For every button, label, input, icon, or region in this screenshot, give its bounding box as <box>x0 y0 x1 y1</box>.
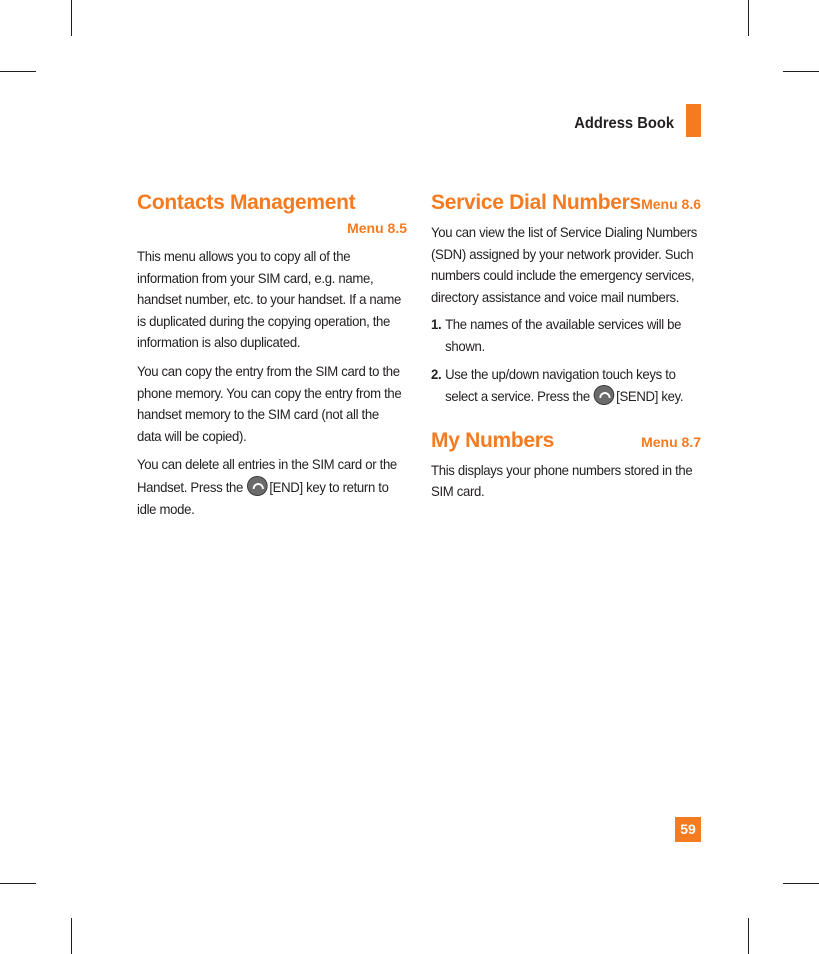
contacts-p3-after: [END] key to return to idle mode. <box>137 478 389 517</box>
sdn-heading: Service Dial Numbers <box>431 191 641 214</box>
page-number: 59 <box>675 817 701 842</box>
send-key-icon <box>594 385 615 405</box>
contacts-menu-ref: Menu 8.5 <box>347 220 407 236</box>
right-column <box>431 190 701 503</box>
sdn-menu-ref: Menu 8.6 <box>641 196 701 212</box>
crop-mark <box>71 918 72 954</box>
my-numbers-heading: My Numbers <box>431 428 555 452</box>
step-text: The names of the available services will be shown. <box>445 316 682 354</box>
contacts-management-heading: Contacts Management <box>137 191 356 214</box>
step-number: 2. <box>431 365 442 382</box>
section-tab-marker <box>686 104 701 137</box>
crop-mark <box>0 883 36 884</box>
sdn-step <box>431 314 700 357</box>
contacts-paragraph-3 <box>137 454 406 520</box>
step-number: 1. <box>431 316 442 333</box>
contacts-paragraph-1: This menu allows you to copy all of the information from your SIM card, e.g. name, handset number, etc. to your handset. If a name is duplicated during the copying operation, the information is also duplicated. <box>137 248 402 351</box>
sdn-step <box>431 364 700 408</box>
contacts-management-section <box>137 190 407 520</box>
contacts-p3-before: You can delete all entries in the SIM card or the Handset. Press the <box>137 456 397 495</box>
my-numbers-text: This displays your phone numbers stored in the SIM card. <box>431 461 693 500</box>
my-numbers-heading-row <box>431 428 701 454</box>
section-header-title: Address Book <box>574 115 674 132</box>
sdn-heading-row <box>431 190 701 216</box>
crop-mark <box>783 71 819 72</box>
my-numbers-menu-ref: Menu 8.7 <box>641 433 701 450</box>
step-text-before: Use the up/down navigation touch keys to select a service. Press the <box>445 365 676 405</box>
crop-mark <box>748 918 749 954</box>
sdn-intro: You can view the list of Service Dialing Numbers (SDN) assigned by your network provider. Such numbers could include the emergency services, directory assistance and voice mail numbers. <box>431 224 698 305</box>
crop-mark <box>748 0 749 36</box>
crop-mark <box>71 0 72 36</box>
step-text-after: [SEND] key. <box>616 388 684 405</box>
end-key-icon <box>247 476 268 496</box>
crop-mark <box>0 71 36 72</box>
contacts-paragraph-2: You can copy the entry from the SIM card to the phone memory. You can copy the entry from the handset memory to the SIM card (not all the data will be copied). <box>137 362 402 444</box>
crop-mark <box>783 883 819 884</box>
